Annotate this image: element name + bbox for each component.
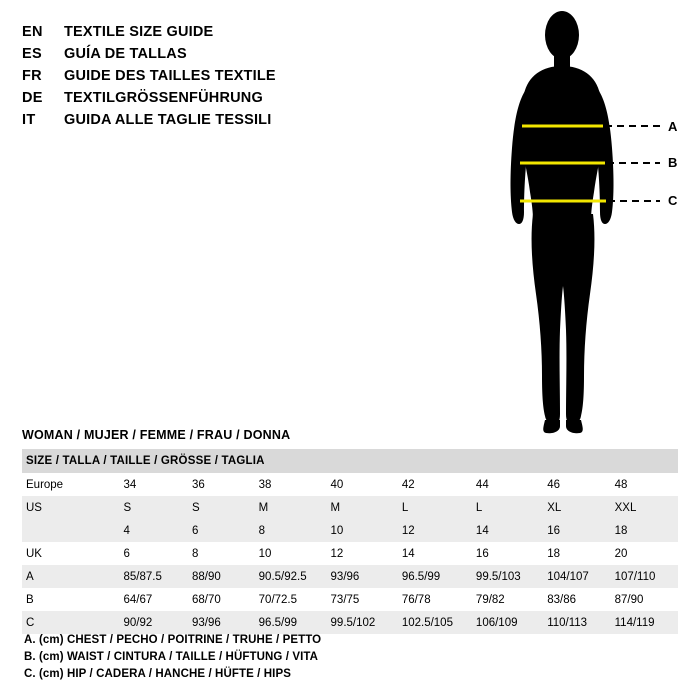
cell: 48 xyxy=(611,473,678,496)
cell: 99.5/102 xyxy=(327,611,398,634)
language-title-es: GUÍA DE TALLAS xyxy=(64,46,187,62)
row-label-us-numeric xyxy=(22,519,120,542)
table-row xyxy=(22,496,678,519)
female-silhouette-icon xyxy=(470,8,695,438)
cell: 104/107 xyxy=(543,565,610,588)
cell: 64/67 xyxy=(120,588,188,611)
cell: 36 xyxy=(188,473,255,496)
language-code-en: EN xyxy=(22,24,43,40)
cell: 16 xyxy=(472,542,543,565)
cell: 87/90 xyxy=(611,588,678,611)
table-row xyxy=(22,588,678,611)
language-code-fr: FR xyxy=(22,68,42,84)
cell: M xyxy=(255,496,327,519)
cell: 12 xyxy=(398,519,472,542)
cell: 96.5/99 xyxy=(398,565,472,588)
measure-label-c: C xyxy=(668,193,678,208)
cell: 93/96 xyxy=(327,565,398,588)
cell: 106/109 xyxy=(472,611,543,634)
table-row xyxy=(22,611,678,634)
cell: 6 xyxy=(188,519,255,542)
language-row xyxy=(22,112,442,128)
cell: 20 xyxy=(611,542,678,565)
language-row xyxy=(22,90,442,106)
cell: 16 xyxy=(543,519,610,542)
cell: 4 xyxy=(120,519,188,542)
language-title-de: TEXTILGRÖSSENFÜHRUNG xyxy=(64,90,263,106)
cell: M xyxy=(327,496,398,519)
measure-label-b: B xyxy=(668,155,678,170)
cell: 18 xyxy=(543,542,610,565)
language-code-es: ES xyxy=(22,46,42,62)
row-label-a: A xyxy=(22,565,120,588)
measure-label-a: A xyxy=(668,119,678,134)
cell: 42 xyxy=(398,473,472,496)
cell: 114/119 xyxy=(611,611,678,634)
cell: S xyxy=(120,496,188,519)
language-code-it: IT xyxy=(22,112,36,128)
cell: 90/92 xyxy=(120,611,188,634)
measurement-legend xyxy=(24,634,624,685)
cell: 93/96 xyxy=(188,611,255,634)
cell: 90.5/92.5 xyxy=(255,565,327,588)
female-figure-diagram xyxy=(470,8,695,438)
table-caption: WOMAN / MUJER / FEMME / FRAU / DONNA xyxy=(22,428,291,442)
cell: XXL xyxy=(611,496,678,519)
cell: 10 xyxy=(255,542,327,565)
legend-line-c: C. (cm) HIP / CADERA / HANCHE / HÜFTE / HIPS xyxy=(24,668,292,680)
cell: 14 xyxy=(472,519,543,542)
row-label-europe: Europe xyxy=(22,473,120,496)
language-code-de: DE xyxy=(22,90,43,106)
cell: 85/87.5 xyxy=(120,565,188,588)
table-header-label: SIZE / TALLA / TAILLE / GRÖSSE / TAGLIA xyxy=(22,449,678,473)
cell: L xyxy=(472,496,543,519)
language-row xyxy=(22,68,442,84)
language-row xyxy=(22,46,442,62)
cell: 10 xyxy=(327,519,398,542)
cell: 96.5/99 xyxy=(255,611,327,634)
cell: 68/70 xyxy=(188,588,255,611)
cell: 44 xyxy=(472,473,543,496)
cell: 88/90 xyxy=(188,565,255,588)
language-title-it: GUIDA ALLE TAGLIE TESSILI xyxy=(64,112,272,128)
cell: 34 xyxy=(120,473,188,496)
language-title-en: TEXTILE SIZE GUIDE xyxy=(64,24,214,40)
cell: 102.5/105 xyxy=(398,611,472,634)
cell: 18 xyxy=(611,519,678,542)
cell: 40 xyxy=(327,473,398,496)
row-label-c: C xyxy=(22,611,120,634)
cell: 83/86 xyxy=(543,588,610,611)
size-table-area xyxy=(22,428,678,634)
language-title-block xyxy=(22,24,442,134)
cell: 79/82 xyxy=(472,588,543,611)
cell: 38 xyxy=(255,473,327,496)
row-label-us: US xyxy=(22,496,120,519)
cell: 110/113 xyxy=(543,611,610,634)
cell: 70/72.5 xyxy=(255,588,327,611)
table-row xyxy=(22,565,678,588)
legend-line-a: A. (cm) CHEST / PECHO / POITRINE / TRUHE / PETTO xyxy=(24,634,322,646)
cell: 46 xyxy=(543,473,610,496)
cell: L xyxy=(398,496,472,519)
cell: 76/78 xyxy=(398,588,472,611)
row-label-uk: UK xyxy=(22,542,120,565)
cell: XL xyxy=(543,496,610,519)
cell: 107/110 xyxy=(611,565,678,588)
table-row xyxy=(22,473,678,496)
legend-line-b: B. (cm) WAIST / CINTURA / TAILLE / HÜFTUNG / VITA xyxy=(24,651,319,663)
cell: 14 xyxy=(398,542,472,565)
table-row xyxy=(22,542,678,565)
row-label-b: B xyxy=(22,588,120,611)
table-row xyxy=(22,519,678,542)
cell: 8 xyxy=(188,542,255,565)
table-header-row xyxy=(22,449,678,473)
language-title-fr: GUIDE DES TAILLES TEXTILE xyxy=(64,68,276,84)
size-table xyxy=(22,449,678,634)
cell: 8 xyxy=(255,519,327,542)
language-row xyxy=(22,24,442,40)
cell: 99.5/103 xyxy=(472,565,543,588)
cell: S xyxy=(188,496,255,519)
cell: 6 xyxy=(120,542,188,565)
cell: 12 xyxy=(327,542,398,565)
cell: 73/75 xyxy=(327,588,398,611)
